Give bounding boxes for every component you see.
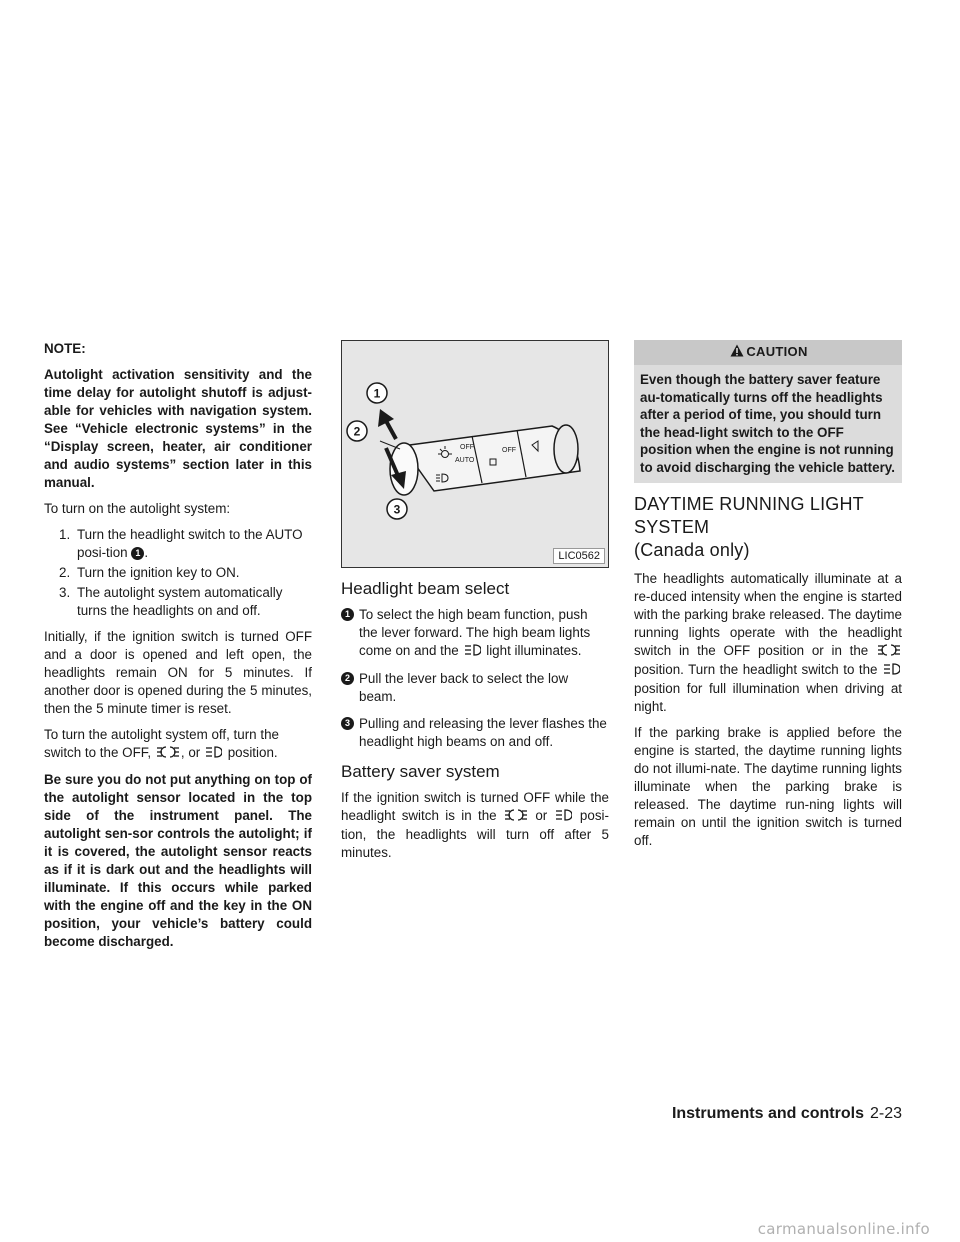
- turn-off-text-end: position.: [227, 745, 278, 760]
- caution-text: Even though the battery saver feature au-tomatically turns off the headlights after a period of time, you should turn the head-light switch to the OFF position when the engine is not running to avoid discharging the vehicle battery.: [640, 372, 895, 475]
- parking-light-icon: [878, 643, 900, 661]
- step-number: 3.: [59, 585, 71, 600]
- battery-saver-heading: Battery saver system: [341, 762, 500, 781]
- figure-code: LIC0562: [553, 548, 605, 564]
- step-item: [44, 564, 312, 582]
- battery-saver-paragraph: [341, 789, 609, 862]
- column-3: [634, 340, 902, 858]
- turn-on-steps: [44, 526, 312, 620]
- headlight-icon: [206, 745, 222, 763]
- callout-marker: 1: [341, 608, 354, 621]
- caution-header: [634, 340, 902, 365]
- step-item: [44, 584, 312, 620]
- switch-label-auto: AUTO: [455, 457, 475, 464]
- drl-paragraph-1: [634, 570, 902, 716]
- saver-text-end: posi-tion, the headlights will turn off after 5 minutes.: [341, 808, 609, 860]
- drl-text-end: position for full illumination when driving at night.: [634, 681, 902, 714]
- headlight-switch-figure: [341, 340, 609, 568]
- beam-item-text-end: light illuminates.: [486, 643, 582, 658]
- beam-item-text: Pull the lever back to select the low beam.: [359, 671, 569, 704]
- page-footer: [672, 1105, 902, 1123]
- footer-section-name: Instruments and controls: [671, 1105, 864, 1122]
- footer-page-number: 2-23: [869, 1105, 902, 1122]
- headlight-switch-illustration: [342, 341, 608, 567]
- turn-off-paragraph: [44, 726, 312, 763]
- headlight-icon: [884, 662, 900, 680]
- beam-item: [341, 715, 609, 751]
- parking-light-icon: [505, 808, 527, 826]
- callout-marker: 1: [131, 547, 144, 560]
- caution-triangle-icon: [730, 344, 744, 362]
- drl-text-mid: position. Turn the headlight switch to the: [634, 662, 878, 677]
- initially-paragraph: Initially, if the ignition switch is turned OFF and a door is opened and left open, the headlights remain ON for 5 minutes. If another door is opened during the 5 minutes, then the 5 minute timer is reset.: [44, 629, 312, 716]
- drl-paragraph-2: If the parking brake is applied before the engine is started, the daytime running lights do not illumi-nate. The daytime running lights illuminate when the parking brake is released. The daytime run-ning lights will remain on until the ignition switch is turned off.: [634, 725, 902, 848]
- note-text: Autolight activation sensitivity and the time delay for autolight shutoff is adjust-able for vehicles with navigation system. See “Vehicle electronic systems” in the “Display screen, heater, air conditioner and audio systems” section later in this manual.: [44, 367, 312, 490]
- step-item: [44, 526, 312, 562]
- headlight-icon: [556, 808, 572, 826]
- switch-label-off-2: OFF: [502, 447, 516, 454]
- saver-text: If the ignition switch is turned OFF while the headlight switch is in the: [341, 790, 609, 823]
- caution-box: [634, 340, 902, 483]
- step-text: Turn the headlight switch to the AUTO posi-tion: [77, 527, 303, 560]
- drl-heading-line1: DAYTIME RUNNING LIGHT SYSTEM: [634, 494, 864, 537]
- turn-on-intro: To turn on the autolight system:: [44, 501, 231, 516]
- step-number: 1.: [59, 527, 71, 542]
- figure-callout-3: 3: [393, 502, 401, 517]
- step-number: 2.: [59, 565, 71, 580]
- beam-item: [341, 670, 609, 706]
- parking-light-icon: [157, 745, 179, 763]
- headlight-icon: [465, 643, 481, 661]
- beam-select-heading: Headlight beam select: [341, 579, 510, 598]
- callout-marker: 2: [341, 672, 354, 685]
- column-1: [44, 340, 312, 959]
- note-heading: NOTE:: [44, 341, 86, 356]
- beam-item-text: Pulling and releasing the lever flashes the headlight high beams on and off.: [359, 716, 607, 749]
- step-text: The autolight system automatically turns the headlights on and off.: [77, 585, 283, 618]
- watermark[interactable]: carmanualsonline.info: [757, 1220, 930, 1238]
- drl-heading-line2: (Canada only): [634, 540, 750, 560]
- turn-off-text-mid: , or: [180, 745, 201, 760]
- saver-text-mid: or: [535, 808, 548, 823]
- turn-off-text: To turn the autolight system off, turn the switch to the OFF,: [44, 727, 279, 760]
- caution-label: CAUTION: [746, 344, 808, 359]
- callout-marker: 3: [341, 717, 354, 730]
- drl-heading: [634, 493, 902, 562]
- beam-item-text: To select the high beam function, push the lever forward. The high beam lights come on and the: [359, 607, 591, 658]
- drl-text: The headlights automatically illuminate at a re-duced intensity when the engine is started with the parking brake released. The daytime running lights operate with the headlight switch in the OFF position or in the: [634, 571, 902, 658]
- figure-callout-2: 2: [353, 424, 361, 439]
- step-text: Turn the ignition key to ON.: [77, 565, 240, 580]
- switch-label-off-1: OFF: [460, 444, 474, 451]
- column-2: [341, 340, 609, 870]
- figure-callout-1: 1: [373, 386, 381, 401]
- beam-item: [341, 606, 609, 661]
- sensor-warning: Be sure you do not put anything on top of the autolight sensor located in the top side of the instrument panel. The autolight sen-sor controls the autolight; if it is covered, the autolight sensor reacts as if it is dark out and the headlights will illuminate. If this occurs while parked with the engine off and the key in the ON position, your vehicle’s battery could become discharged.: [44, 772, 312, 949]
- step-text-end: .: [144, 545, 149, 560]
